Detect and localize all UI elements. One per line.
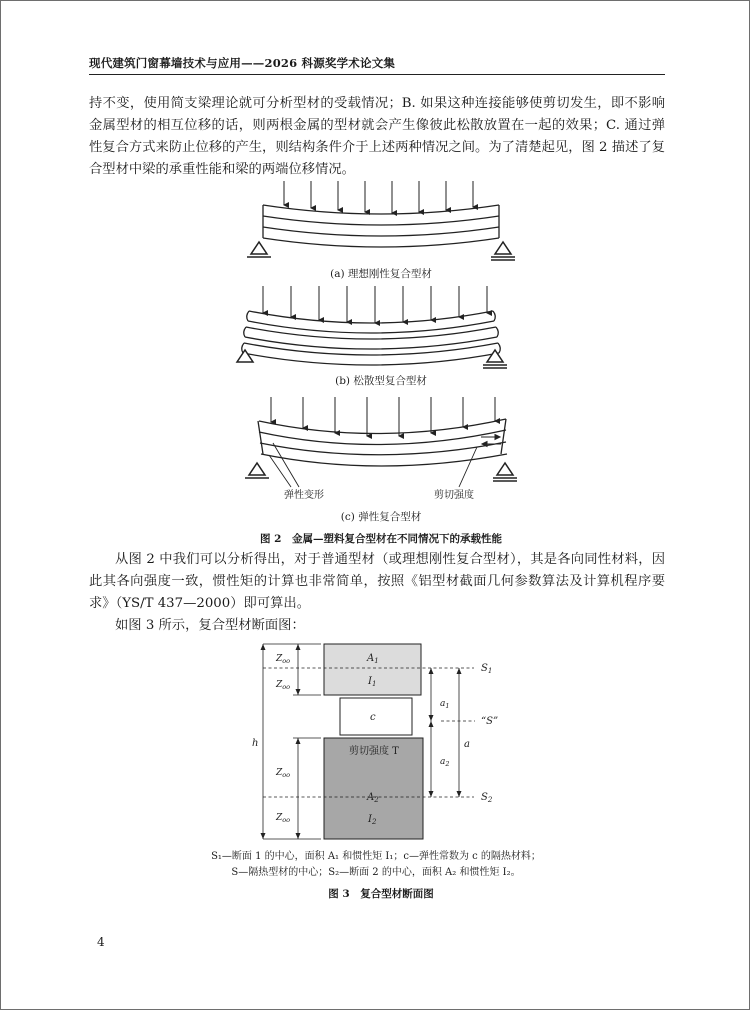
figure-3-legend-line-1: S₁—断面 1 的中心，面积 A₁ 和惯性矩 I₁；c—弹性常数为 c 的隔热材料； [211,851,541,862]
subcaption-a: (a) 理想刚性复合型材 [330,268,432,280]
beam-loose [242,311,501,365]
label-a: a [464,739,470,750]
load-arrows-a [284,181,473,213]
label-S1: $S_1$ [481,663,493,675]
page-number: 4 [97,935,105,949]
load-arrows-c [271,397,495,436]
label-z-4: $Z_{oo}$ [276,813,291,824]
label-shear-T: 剪切强度 T [349,746,399,757]
beam-elastic [258,419,507,466]
label-c: c [370,712,376,723]
paragraph-1: 持不变，使用简支梁理论就可分析型材的受载情况；B. 如果这种连接能够使剪切发生，即不影响金属型材的相互位移的话，则两根金属的型材就会产生像彼此松散放置在一起的效果；C. 通过弹性复合方式来防止位移的产生，则结构条件介于上述两种情况之间。为了清楚起见，图 2 描述了复合型材中梁的承重性能和梁的两端位移情况。 [89,96,665,177]
label-z-3: $Z_{oo}$ [276,768,291,779]
subcaption-c: (c) 弹性复合型材 [340,511,422,523]
subcaption-b: (b) 松散型复合型材 [335,375,427,387]
label-a2: $a_2$ [440,757,450,768]
label-elastic-deformation: 弹性变形 [284,490,324,501]
label-a1: $a_1$ [440,699,450,710]
label-I1: $I_1$ [368,676,377,688]
figure-3-caption: 图 3 复合型材断面图 [328,888,434,900]
supports-a [247,242,515,260]
running-header: 现代建筑门窗幕墙技术与应用——2026 科源奖学术论文集 [89,56,396,70]
label-z-2: $Z_{oo}$ [276,680,291,691]
label-h: h [252,738,259,749]
paragraph-2: 从图 2 中我们可以分析得出，对于普通型材（或理想刚性复合型材），其是各向同性材料，因此其各向强度一致，惯性矩的计算也非常简单，按照《铝型材截面几何参数算法及计算机程序要求》（YS/T 437—2000）即可算出。 [89,552,665,611]
insulator-box [340,698,412,735]
figure-2-caption: 图 2 金属—塑料复合型材在不同情况下的承载性能 [260,533,502,545]
figure-3 [1,631,750,846]
label-A1: $A_1$ [367,653,379,665]
label-S: “S” [481,716,499,727]
label-shear-strength: 剪切强度 [434,490,474,501]
label-z-1: $Z_{oo}$ [276,654,291,665]
label-S2: $S_2$ [481,792,493,804]
beam-rigid [263,205,499,247]
label-A2: $A_2$ [367,792,379,804]
label-I2: $I_2$ [368,814,377,826]
figure-3-legend-line-2: S—隔热型材的中心；S₂—断面 2 的中心，面积 A₂ 和惯性矩 I₂。 [231,867,521,878]
paragraph-3: 如图 3 所示，复合型材断面图： [115,618,305,633]
